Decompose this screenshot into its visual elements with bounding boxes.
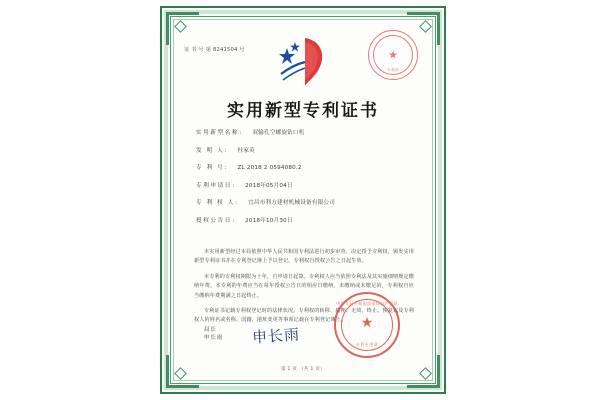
field-label: 授权公告日： (196, 217, 240, 224)
director-name: 申长雨 (204, 335, 224, 341)
body-paragraph: 本专利的专利权期限为十年，自申请日起算。专利权人应当依照专利法及其实施细则规定缴纳年费。本专利的年费应当在每年授权公告日的相应日缴纳，未缴纳或未缴足的，专利权自应当缴纳年费期满之日起终止。 (194, 273, 414, 299)
field-value: 2018年10月30日 (245, 217, 293, 224)
certificate-number-label: 证 书 号 第 (184, 47, 212, 53)
field-value: 杜家英 (237, 147, 255, 154)
certificate-number-line (184, 46, 245, 53)
round-red-seal (368, 30, 418, 80)
field-label: 专 利 号： (196, 165, 232, 171)
page-footer: 第 1 页 （共 1 页） (280, 367, 326, 372)
certificate-content (178, 24, 428, 376)
body-paragraph: 本实用新型经过本局依照中华人民共和国专利法进行初步审查，决定授予专利权，颁发实用新型专利证书并在专利登记簿上予以登记。专利权自授权公告之日起生效。 (194, 249, 414, 265)
signature-block (204, 326, 223, 342)
official-red-seal (334, 292, 400, 358)
field-value: 双输孔空螺旋钻口机 (252, 130, 305, 136)
field-row (196, 146, 414, 154)
field-row (196, 181, 414, 189)
seal-label: 专利局 (387, 68, 399, 72)
field-row (196, 128, 414, 136)
body-paragraph: 专利证书记载专利权登记时的法律状况。专利权的转移、质押、无效、终止、恢复以及专利权人的姓名或名称、国籍、地址变更等事项记载在专利登记簿上。 (194, 308, 414, 324)
certificate-fields (196, 128, 414, 233)
seal-arc-bottom-text: 专利专用章 (356, 342, 378, 347)
patent-certificate (160, 6, 446, 394)
field-value: ZL 2018 2 0594080.2 (237, 165, 302, 171)
field-label: 专 利 权 人： (196, 200, 243, 206)
certificate-number-suffix: 号 (239, 47, 245, 53)
field-row (196, 163, 414, 171)
field-row (196, 216, 414, 224)
certificate-number-value: 8241504 (212, 47, 238, 53)
cnipa-emblem-icon (275, 34, 331, 88)
field-label: 专利申请日： (196, 182, 240, 189)
field-value: 宜昌市利方建材机械设备有限公司 (248, 200, 336, 206)
page-title: 实用新型专利证书 (227, 101, 379, 121)
star-icon: ★ (388, 48, 398, 62)
field-row (196, 198, 414, 206)
handwritten-signature: 申长雨 (251, 325, 301, 347)
star-icon: ★ (360, 314, 374, 331)
field-label: 实用新型名称： (196, 130, 247, 136)
seal-arc-top-text: 中华人民共和国国家知识产权局 (336, 301, 398, 306)
field-label: 发 明 人： (196, 147, 232, 154)
director-title: 局长 (204, 327, 217, 333)
field-value: 2018年05月04日 (245, 182, 293, 189)
